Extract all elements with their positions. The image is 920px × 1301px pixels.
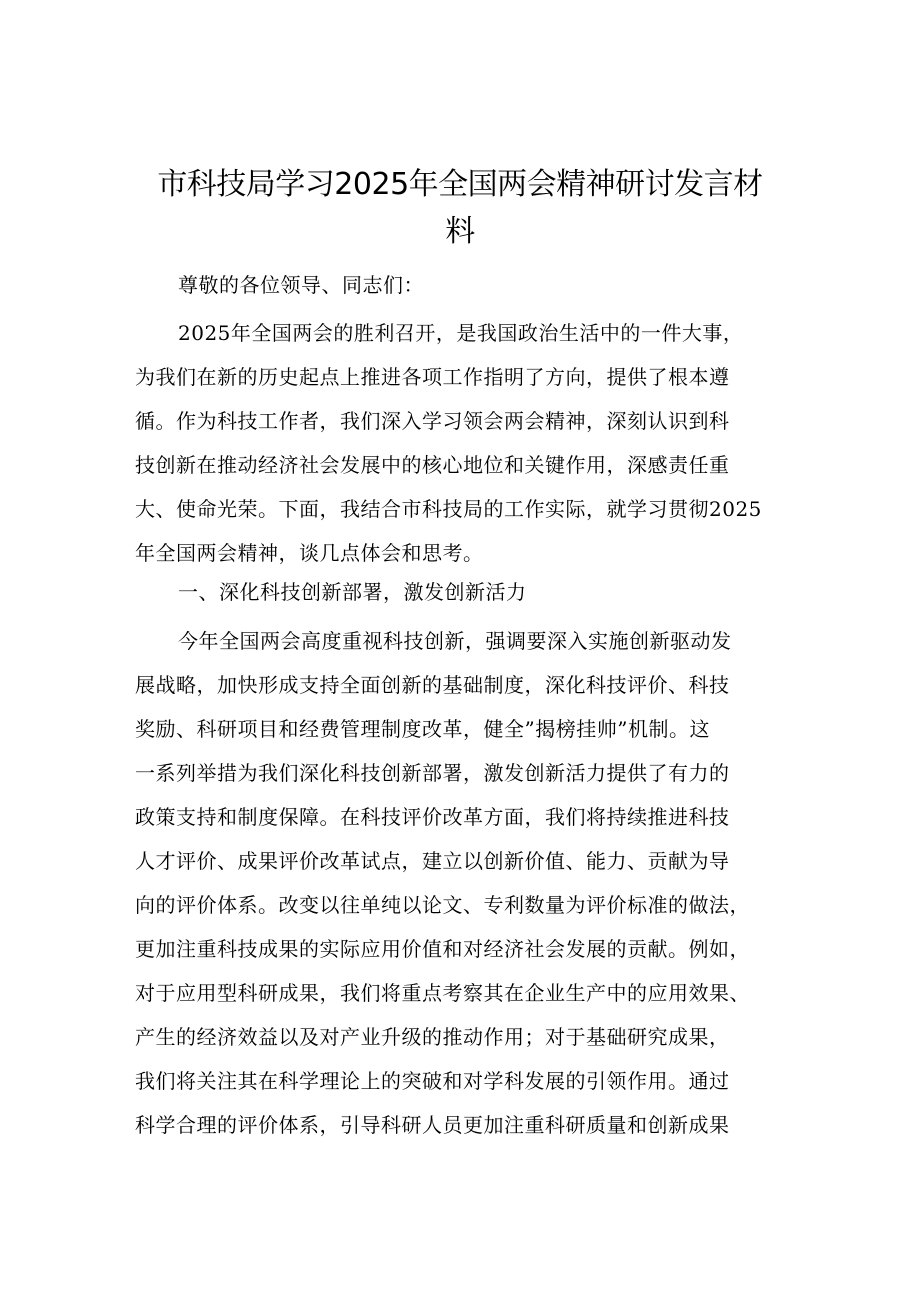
paragraph-line: 技创新在推动经济社会发展中的核心地位和关键作用，深感责任重: [135, 453, 730, 477]
paragraph-line: 政策支持和制度保障。在科技评价改革方面，我们将持续推进科技: [135, 805, 730, 829]
paragraph-line: 科学合理的评价体系，引导科研人员更加注重科研质量和创新成果: [135, 1113, 730, 1137]
paragraph-line: 奖励、科研项目和经费管理制度改革，健全”揭榜挂帅”机制。这: [135, 717, 710, 741]
paragraph-line: 展战略，加快形成支持全面创新的基础制度，深化科技评价、科技: [135, 673, 730, 697]
paragraph-line: 2025年全国两会的胜利召开，是我国政治生活中的一件大事，: [178, 321, 744, 345]
paragraph-line: 为我们在新的历史起点上推进各项工作指明了方向，提供了根本遵: [135, 365, 730, 389]
document-title-line-1: 市科技局学习2025年全国两会精神研讨发言材: [157, 167, 763, 202]
paragraph-line: 循。作为科技工作者，我们深入学习领会两会精神，深刻认识到科: [135, 409, 730, 433]
paragraph-line: 产生的经济效益以及对产业升级的推动作用；对于基础研究成果，: [135, 1025, 730, 1049]
paragraph-2: [135, 619, 795, 1147]
paragraph-line: 我们将关注其在科学理论上的突破和对学科发展的引领作用。通过: [135, 1069, 730, 1093]
document-title-line-2: 料: [445, 214, 475, 249]
salutation-text: 尊敬的各位领导、同志们：: [178, 273, 424, 297]
paragraph-line: 对于应用型科研成果，我们将重点考察其在企业生产中的应用效果、: [135, 981, 750, 1005]
paragraph-line: 今年全国两会高度重视科技创新，强调要深入实施创新驱动发: [178, 629, 732, 653]
salutation: [135, 263, 795, 307]
paragraph-line: 大、使命光荣。下面，我结合市科技局的工作实际，就学习贯彻2025: [135, 497, 762, 521]
paragraph-1: [135, 311, 795, 575]
section-heading-1: [135, 570, 795, 614]
paragraph-line: 人才评价、成果评价改革试点，建立以创新价值、能力、贡献为导: [135, 849, 730, 873]
paragraph-line: 向的评价体系。改变以往单纯以论文、专利数量为评价标准的做法，: [135, 893, 750, 917]
paragraph-line: 更加注重科技成果的实际应用价值和对经济社会发展的贡献。例如，: [135, 937, 750, 961]
section-heading-text: 一、深化科技创新部署，激发创新活力: [178, 580, 527, 604]
paragraph-line: 年全国两会精神，谈几点体会和思考。: [135, 541, 484, 565]
paragraph-line: 一系列举措为我们深化科技创新部署，激发创新活力提供了有力的: [135, 761, 730, 785]
